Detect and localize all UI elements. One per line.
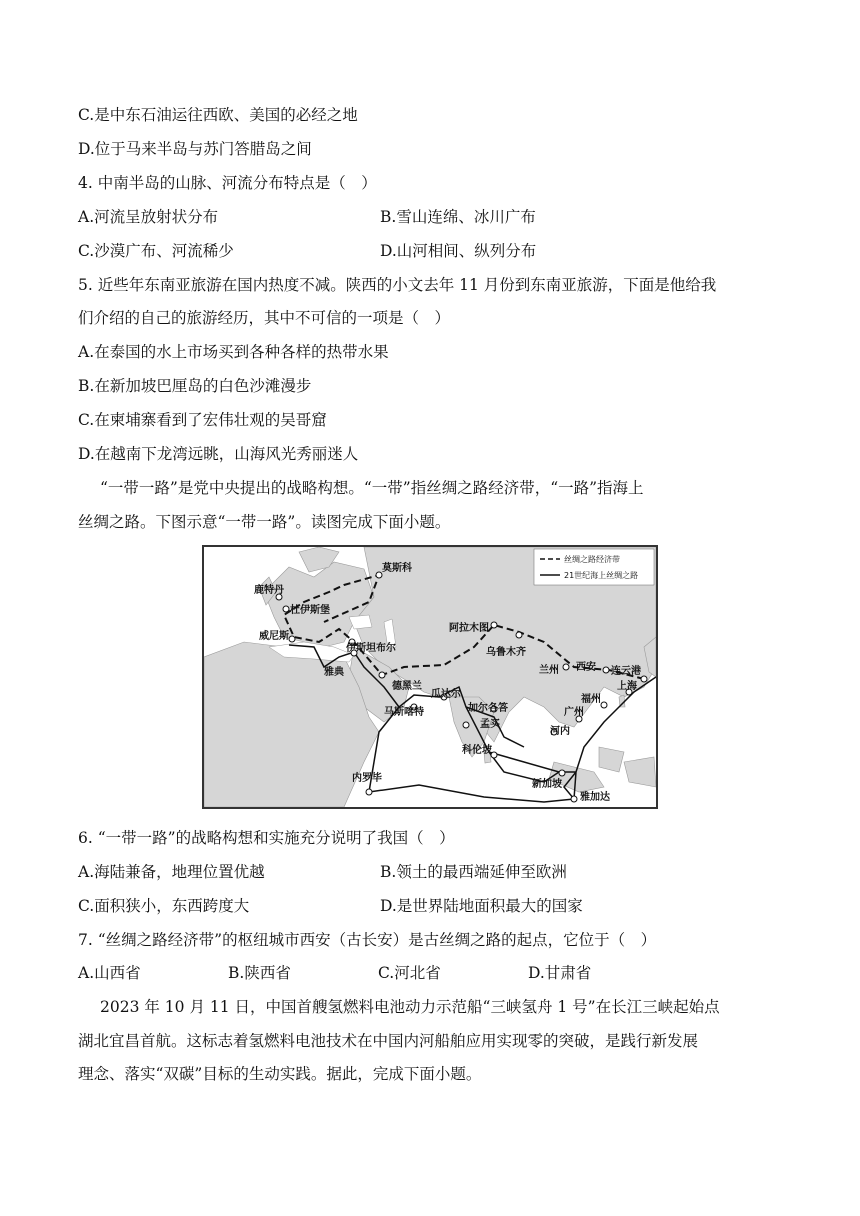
q4-option-b: B.雪山连绵、冰川广布 bbox=[380, 208, 536, 226]
q7-option-d: D.甘肃省 bbox=[528, 964, 592, 982]
legend-belt-label: 丝绸之路经济带 bbox=[564, 555, 620, 564]
label-gwadar: 瓜达尔 bbox=[431, 689, 461, 700]
legend-road-label: 21世纪海上丝绸之路 bbox=[564, 571, 639, 580]
q6-option-d: D.是世界陆地面积最大的国家 bbox=[380, 897, 583, 915]
label-almaty: 阿拉木图 bbox=[449, 623, 489, 634]
label-shanghai: 上海 bbox=[617, 681, 637, 692]
map-legend bbox=[534, 549, 654, 585]
label-muscat: 马斯喀特 bbox=[384, 707, 424, 718]
label-tehran: 德黑兰 bbox=[392, 681, 422, 692]
intro2-line2: 湖北宜昌首航。这标志着氢燃料电池技术在中国内河船舶应用实现零的突破，是践行新发展 bbox=[78, 1032, 699, 1050]
label-rotterdam: 鹿特丹 bbox=[254, 585, 284, 596]
intro1-line2: 丝绸之路。下图示意“一带一路”。读图完成下面小题。 bbox=[78, 513, 451, 531]
q5-option-b: B.在新加坡巴厘岛的白色沙滩漫步 bbox=[78, 377, 312, 395]
label-lanzhou: 兰州 bbox=[539, 665, 559, 676]
label-singapore: 新加坡 bbox=[532, 779, 562, 790]
label-mumbai: 孟买 bbox=[480, 719, 500, 730]
label-guangzhou: 广州 bbox=[564, 707, 584, 718]
label-hanoi: 河内 bbox=[550, 726, 570, 737]
q4-option-a: A.河流呈放射状分布 bbox=[78, 208, 219, 226]
label-jakarta: 雅加达 bbox=[580, 792, 610, 803]
q7-option-a: A.山西省 bbox=[78, 964, 141, 982]
q5-stem-line1: 5. 近些年东南亚旅游在国内热度不减。陕西的小文去年 11 月份到东南亚旅游，下面是他给我 bbox=[78, 276, 717, 294]
label-lianyungang: 连云港 bbox=[611, 666, 641, 677]
intro2-line1: 2023 年 10 月 11 日，中国首艘氢燃料电池动力示范船“三峡氢舟 1 号”在长江三峡起始点 bbox=[100, 998, 720, 1016]
q6-option-c: C.面积狭小，东西跨度大 bbox=[78, 897, 250, 915]
label-istanbul: 伊斯坦布尔 bbox=[346, 643, 396, 654]
q6-option-a: A.海陆兼备，地理位置优越 bbox=[78, 863, 265, 881]
label-xian: 西安 bbox=[576, 662, 596, 673]
label-duisburg: 杜伊斯堡 bbox=[290, 605, 330, 616]
q5-stem-line2: 们介绍的自己的旅游经历，其中不可信的一项是（ ） bbox=[78, 309, 451, 327]
intro1-line1: “一带一路”是党中央提出的战略构想。“一带”指丝绸之路经济带，“一路”指海上 bbox=[100, 479, 644, 497]
q3-option-d: D.位于马来半岛与苏门答腊岛之间 bbox=[78, 140, 312, 158]
label-fuzhou: 福州 bbox=[581, 694, 601, 705]
label-kolkata: 加尔各答 bbox=[468, 703, 508, 714]
label-urumqi: 乌鲁木齐 bbox=[486, 647, 526, 658]
q7-option-c: C.河北省 bbox=[378, 964, 441, 982]
q7-option-b: B.陕西省 bbox=[228, 964, 291, 982]
belt-road-map bbox=[202, 545, 658, 809]
q4-option-c: C.沙漠广布、河流稀少 bbox=[78, 242, 234, 260]
label-moscow: 莫斯科 bbox=[382, 563, 412, 574]
q5-option-a: A.在泰国的水上市场买到各种各样的热带水果 bbox=[78, 343, 389, 361]
q5-option-d: D.在越南下龙湾远眺，山海风光秀丽迷人 bbox=[78, 445, 359, 463]
label-nairobi: 内罗毕 bbox=[352, 773, 382, 784]
q6-option-b: B.领土的最西端延伸至欧洲 bbox=[380, 863, 567, 881]
label-venice: 威尼斯 bbox=[259, 631, 289, 642]
label-athens: 雅典 bbox=[324, 667, 344, 678]
q5-option-c: C.在柬埔寨看到了宏伟壮观的吴哥窟 bbox=[78, 411, 327, 429]
label-colombo: 科伦坡 bbox=[462, 745, 492, 756]
intro2-line3: 理念、落实“双碳”目标的生动实践。据此，完成下面小题。 bbox=[78, 1065, 482, 1083]
q3-option-c: C.是中东石油运往西欧、美国的必经之地 bbox=[78, 106, 358, 124]
q7-stem: 7. “丝绸之路经济带”的枢纽城市西安（古长安）是古丝绸之路的起点，它位于（ ） bbox=[78, 931, 657, 949]
q6-stem: 6. “一带一路”的战略构想和实施充分说明了我国（ ） bbox=[78, 829, 455, 847]
q4-stem: 4. 中南半岛的山脉、河流分布特点是（ ） bbox=[78, 174, 377, 192]
q4-option-d: D.山河相间、纵列分布 bbox=[380, 242, 537, 260]
